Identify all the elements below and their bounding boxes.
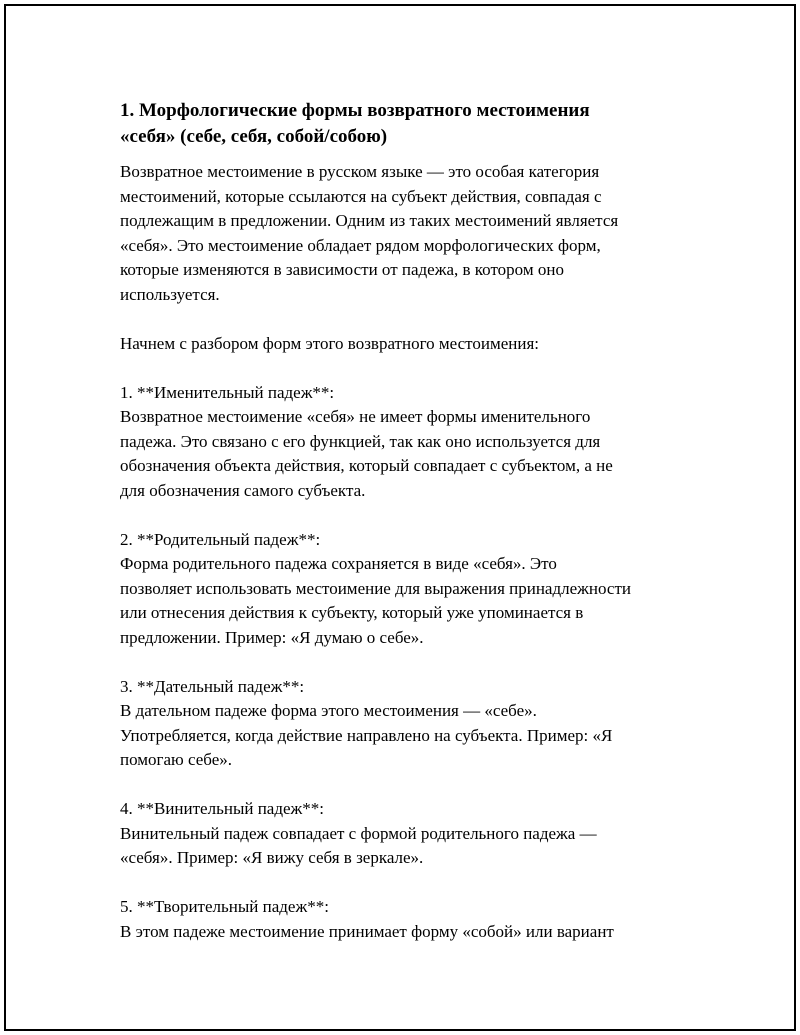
document-body: Возвратное местоимение в русском языке — это особая категория местоимений, которые ссылаются на субъект действия, совпадая с подлежащим в предложении. Одним из таких местоимений является «себя». Это местоимение обладает рядом морфологических форм, которые изменяются в зависимости от падежа, в котором оно используется. Начнем с разбором форм этого возвратного местоимения: 1. **Именительный падеж**: Возвратное местоимение «себя» не имеет формы именительного падежа. Это связано с его функцией, так как оно используется для обозначения объекта действия, который совпадает с субъектом, а не для обозначения самого субъекта. 2. **Родительный падеж**: Форма родительного падежа сохраняется в виде «себя». Это позволяет использовать местоимение для выражения принадлежности или отнесения действия к субъекту, который уже упоминается в предложении. Пример: «Я думаю о себе». 3. **Дательный падеж**: В дательном падеже форма этого местоимения — «себе». Употребляется, когда действие направлено на субъекта. Пример: «Я помогаю себе». 4. **Винительный падеж**: Винительный падеж совпадает с формой родительного падежа — «себя». Пример: «Я вижу себя в зеркале». 5. **Творительный падеж**: В этом падеже местоимение принимает форму «собой» или вариант [120, 162, 631, 941]
section-heading: 1. Морфологические формы возвратного местоимения «себя» (себе, себя, собой/собою) [120, 100, 590, 147]
document-content [120, 98, 686, 944]
page-frame [4, 4, 796, 1031]
